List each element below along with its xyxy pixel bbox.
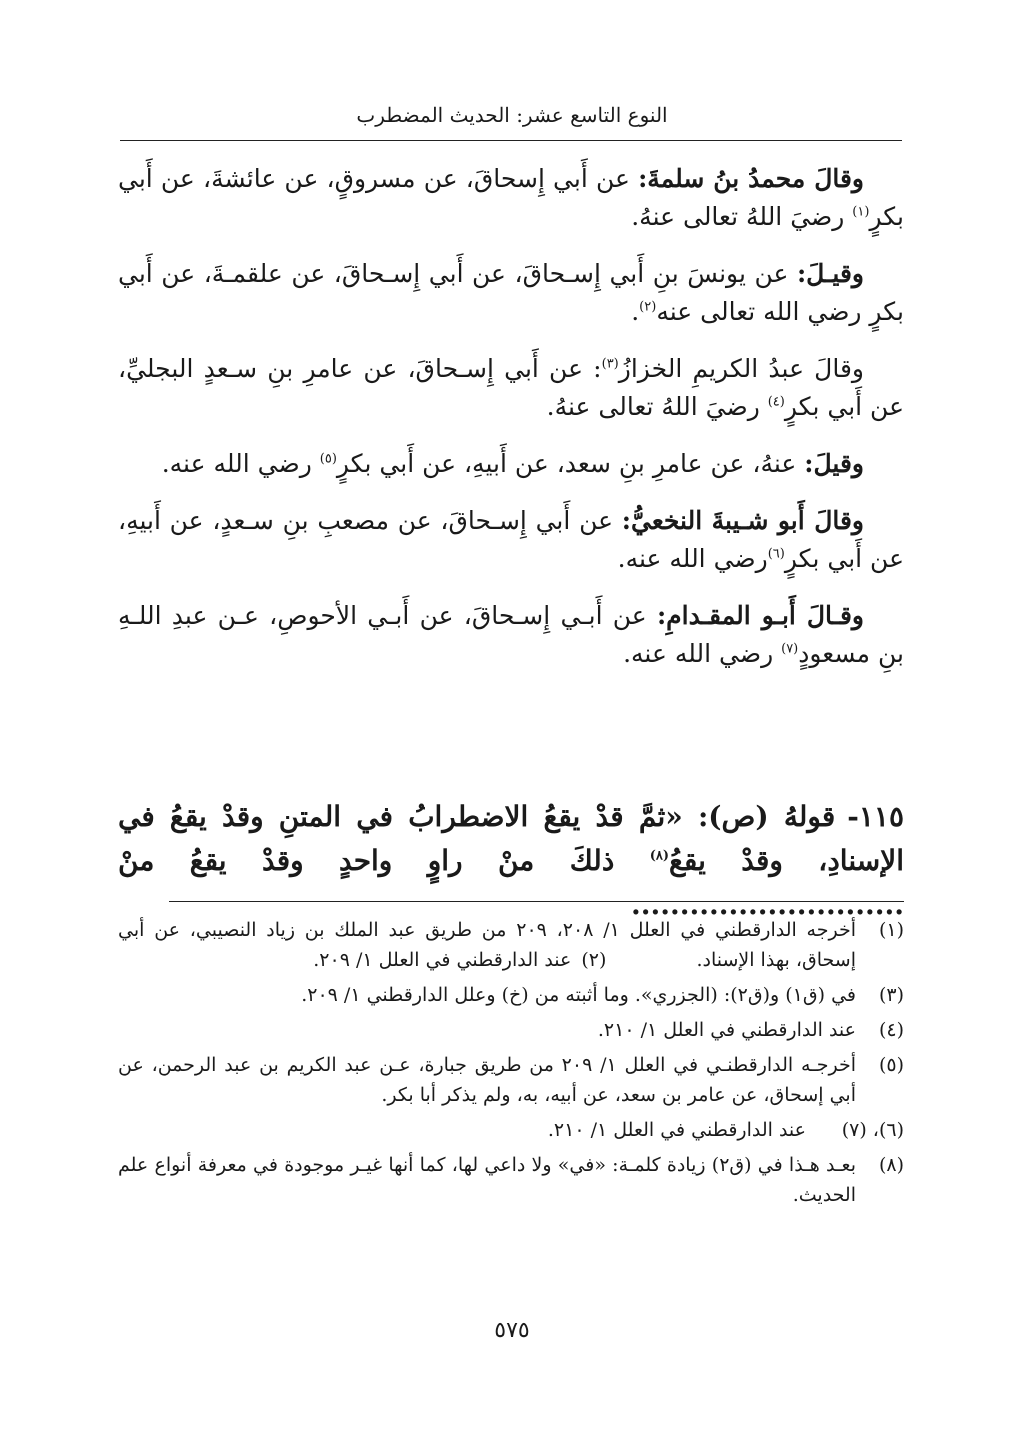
footnote-text: أخرجه الدارقطني في العلل ١/ ٢٠٨، ٢٠٩ من طريق عبد الملك بن زياد النصيبي، عن أبي إسحاق، بهذا الإسناد. <box>118 919 856 971</box>
chain-text: رضي الله عنه. <box>617 544 768 573</box>
footnotes <box>118 915 904 1215</box>
chain-text: : عن أَبي إِسـحاقَ، عن عامرِ بنِ سـعدٍ البجليِّ، عن أَبي بكرٍ <box>118 354 904 421</box>
footnote-ref[interactable]: (٢) <box>639 299 657 315</box>
footnote-ref[interactable]: (٣) <box>601 356 619 372</box>
entry-text: قولهُ (ص): «ثمَّ قدْ يقعُ الاضطرابُ في المتنِ وقدْ يقعُ في الإسنادِ، وقدْ يقعُ <box>118 800 904 877</box>
chain-text: عن يونسَ بنِ أَبي إِسـحاقَ، عن أَبي إِسـحاقَ، عن علقمـةَ، عن أَبي بكرٍ رضي الله تعالى عنه <box>118 259 904 326</box>
running-header: النوع التاسع عشر: الحديث المضطرب <box>356 103 668 127</box>
footnote-item <box>118 1015 904 1045</box>
chain-text: عن أَبي إِسحاقَ، عن مسروقٍ، عن عائشةَ، عن أَبي بكرٍ <box>118 164 904 231</box>
footnote-ref[interactable]: (١) <box>852 204 870 220</box>
paragraph <box>118 445 904 483</box>
footnote-ref[interactable]: (٨) <box>649 848 670 864</box>
narrator: وقيـلَ: <box>796 259 864 288</box>
paragraph <box>118 255 904 331</box>
chain-text: رضي الله عنه. <box>161 449 320 478</box>
paragraph <box>118 502 904 578</box>
footnote-text: عند الدارقطني في العلل ١/ ٢٠٩. <box>313 949 572 971</box>
chain-text: عنهُ، عن عامرِ بنِ سعد، عن أَبيهِ، عن أَبي بكرٍ <box>336 449 805 478</box>
footnote-mark: (٤) <box>878 1019 904 1041</box>
footnote-ref[interactable]: (٧) <box>781 641 799 657</box>
entry-number: ١١٥- <box>847 800 904 833</box>
chain-text: رضي الله عنه. <box>623 639 782 668</box>
footnote-item <box>118 980 904 1010</box>
footnote-text: عند الدارقطني في العلل ١/ ٢١٠. <box>547 1119 806 1141</box>
footnote-mark: (٦)، (٧) <box>841 1119 904 1141</box>
footnote-text: أخرجـه الدارقطنـي في العلل ١/ ٢٠٩ من طريق جبارة، عـن عبد الكريم بن عبد الرحمن، عن أبي إسحاق، عن عامر بن سعد، عن أبيه، به، ولم يذكر أبا بكر. <box>118 1054 856 1106</box>
footnote-item <box>118 1150 904 1210</box>
footnote-mark: (٢) <box>581 949 607 971</box>
footnote-item <box>118 1050 904 1110</box>
paragraph <box>118 160 904 236</box>
narrator: وقالَ أَبو شـيبةَ النخعيُّ: <box>621 506 865 535</box>
paragraph <box>118 350 904 426</box>
footnote-mark: (١) <box>878 919 904 941</box>
footnote-item <box>118 1115 904 1145</box>
main-text <box>118 160 904 692</box>
footnote-text: عند الدارقطني في العلل ١/ ٢١٠. <box>597 1019 856 1041</box>
chain-text: عن أَبي إِسـحاقَ، عن مصعبِ بنِ سـعدٍ، عن أَبيهِ، عن أَبي بكرٍ <box>118 506 904 573</box>
footnote-mark: (٨) <box>878 1154 904 1176</box>
narrator: وقالَ عبدُ الكريمِ الخزازُ <box>618 354 864 383</box>
paragraph <box>118 597 904 673</box>
footnote-divider <box>169 901 904 902</box>
entry-115 <box>118 795 904 927</box>
footnote-mark: (٥) <box>878 1054 904 1076</box>
entry-text: ذلكَ منْ راوٍ واحدٍ وقدْ يقعُ منْ ............................ <box>118 844 904 921</box>
footnote-ref[interactable]: (٥) <box>319 451 337 467</box>
footnote-ref[interactable]: (٦) <box>767 546 785 562</box>
footnote-mark: (٣) <box>878 984 904 1006</box>
narrator: وقيلَ: <box>804 449 864 478</box>
footnote-ref[interactable]: (٤) <box>767 394 785 410</box>
footnote-item <box>118 915 904 975</box>
chain-text: رضيَ اللهُ تعالى عنهُ. <box>546 392 768 421</box>
chain-text: رضيَ اللهُ تعالى عنهُ. <box>631 202 853 231</box>
page-number: ٥٧٥ <box>494 1318 530 1343</box>
footnote-text: بعـد هـذا في (ق٢) زيادة كلمـة: «في» ولا داعي لها، كما أنها غيـر موجودة في معرفة أنواع علم الحديث. <box>118 1154 856 1206</box>
chain-text: . <box>631 297 640 326</box>
narrator: وقالَ محمدُ بنُ سلمةَ: <box>638 164 864 193</box>
header-divider <box>120 140 902 141</box>
footnote-text: في (ق١) و(ق٢): (الجزري». وما أثبته من (خ) وعلل الدارقطني ١/ ٢٠٩. <box>301 984 856 1006</box>
chain-text: عن أَبـي إِسـحاقَ، عن أَبـي الأحوصِ، عـن عبدِ اللـهِ بنِ مسعودٍ <box>118 601 904 668</box>
narrator: وقـالَ أَبـو المقـدامِ: <box>656 601 864 630</box>
